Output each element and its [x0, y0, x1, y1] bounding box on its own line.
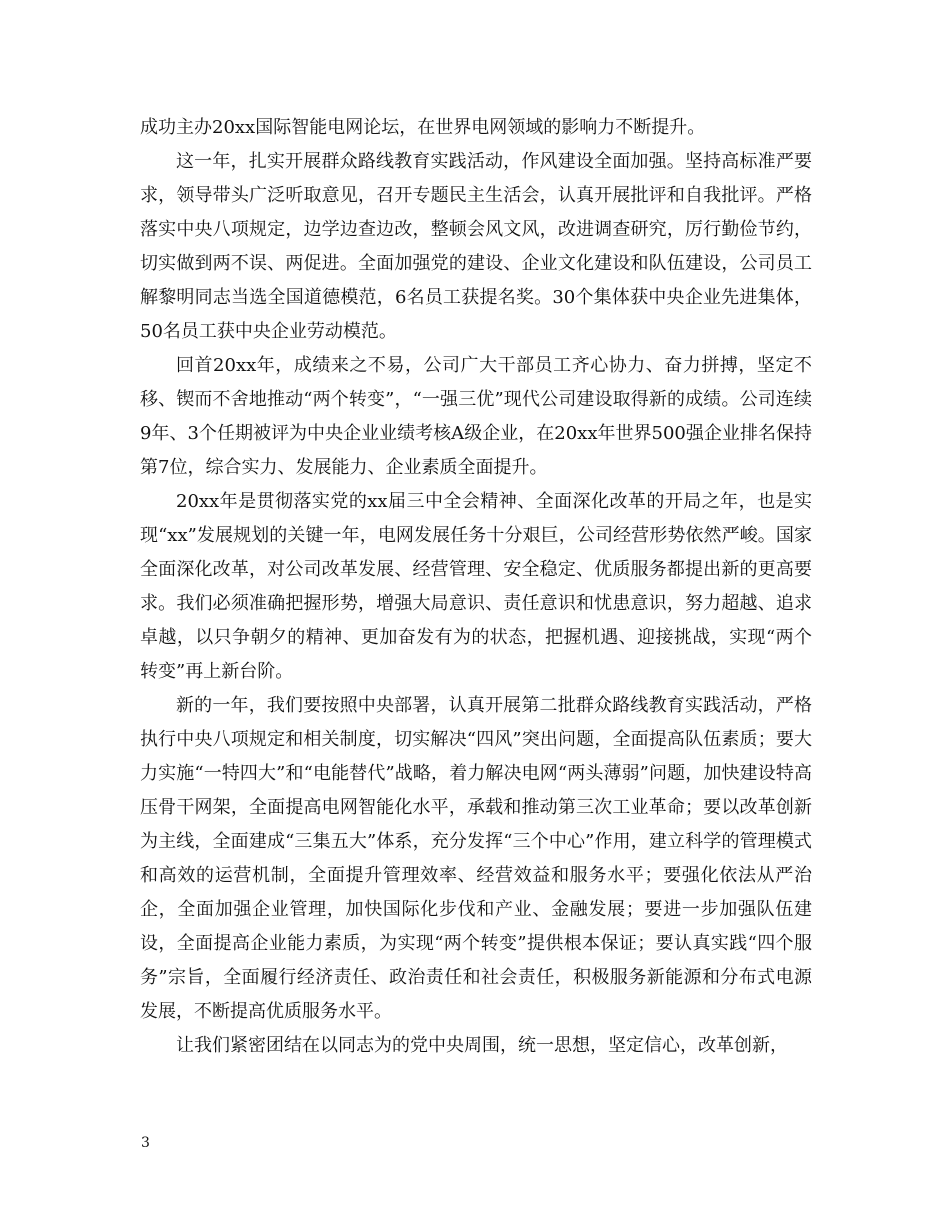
- page-body: [140, 111, 812, 1063]
- page-number: 3: [141, 1135, 150, 1151]
- paragraph-1: 成功主办20xx国际智能电网论坛，在世界电网领域的影响力不断提升。: [140, 117, 706, 138]
- paragraph-3: 回首20xx年，成绩来之不易，公司广大干部员工齐心协力、奋力拼搏，坚定不移、锲而不舍地推动“两个转变”，“一强三优”现代公司建设取得新的成绩。公司连续9年、3个任期被评为中央企业业绩考核A级企业，在20xx年世界500强企业排名保持第7位，综合实力、发展能力、企业素质全面提升。: [140, 355, 812, 478]
- paragraph-2: 这一年，扎实开展群众路线教育实践活动，作风建设全面加强。坚持高标准严要求，领导带头广泛听取意见，召开专题民主生活会，认真开展批评和自我批评。严格落实中央八项规定，边学边查边改，整顿会风文风，改进调查研究，厉行勤俭节约，切实做到两不误、两促进。全面加强党的建设、企业文化建设和队伍建设，公司员工解黎明同志当选全国道德模范，6名员工获提名奖。30个集体获中央企业先进集体，50名员工获中央企业劳动模范。: [140, 151, 812, 342]
- paragraph-6: 让我们紧密团结在以同志为的党中央周围，统一思想，坚定信心，改革创新，: [176, 1035, 788, 1056]
- paragraph-4: 20xx年是贯彻落实党的xx届三中全会精神、全面深化改革的开局之年，也是实现“xx”发展规划的关键一年，电网发展任务十分艰巨，公司经营形势依然严峻。国家全面深化改革，对公司改革发展、经营管理、安全稳定、优质服务都提出新的更高要求。我们必须准确把握形势，增强大局意识、责任意识和忧患意识，努力超越、追求卓越，以只争朝夕的精神、更加奋发有为的状态，把握机遇、迎接挑战，实现“两个转变”再上新台阶。: [140, 491, 812, 682]
- paragraph-5: 新的一年，我们要按照中央部署，认真开展第二批群众路线教育实践活动，严格执行中央八项规定和相关制度，切实解决“四风”突出问题，全面提高队伍素质；要大力实施“一特四大”和“电能替代”战略，着力解决电网“两头薄弱”问题，加快建设特高压骨干网架，全面提高电网智能化水平，承载和推动第三次工业革命；要以改革创新为主线，全面建成“三集五大”体系，充分发挥“三个中心”作用，建立科学的管理模式和高效的运营机制，全面提升管理效率、经营效益和服务水平；要强化依法从严治企，全面加强企业管理，加快国际化步伐和产业、金融发展；要进一步加强队伍建设，全面提高企业能力素质，为实现“两个转变”提供根本保证；要认真实践“四个服务”宗旨，全面履行经济责任、政治责任和社会责任，积极服务新能源和分布式电源发展，不断提高优质服务水平。: [140, 695, 812, 1022]
